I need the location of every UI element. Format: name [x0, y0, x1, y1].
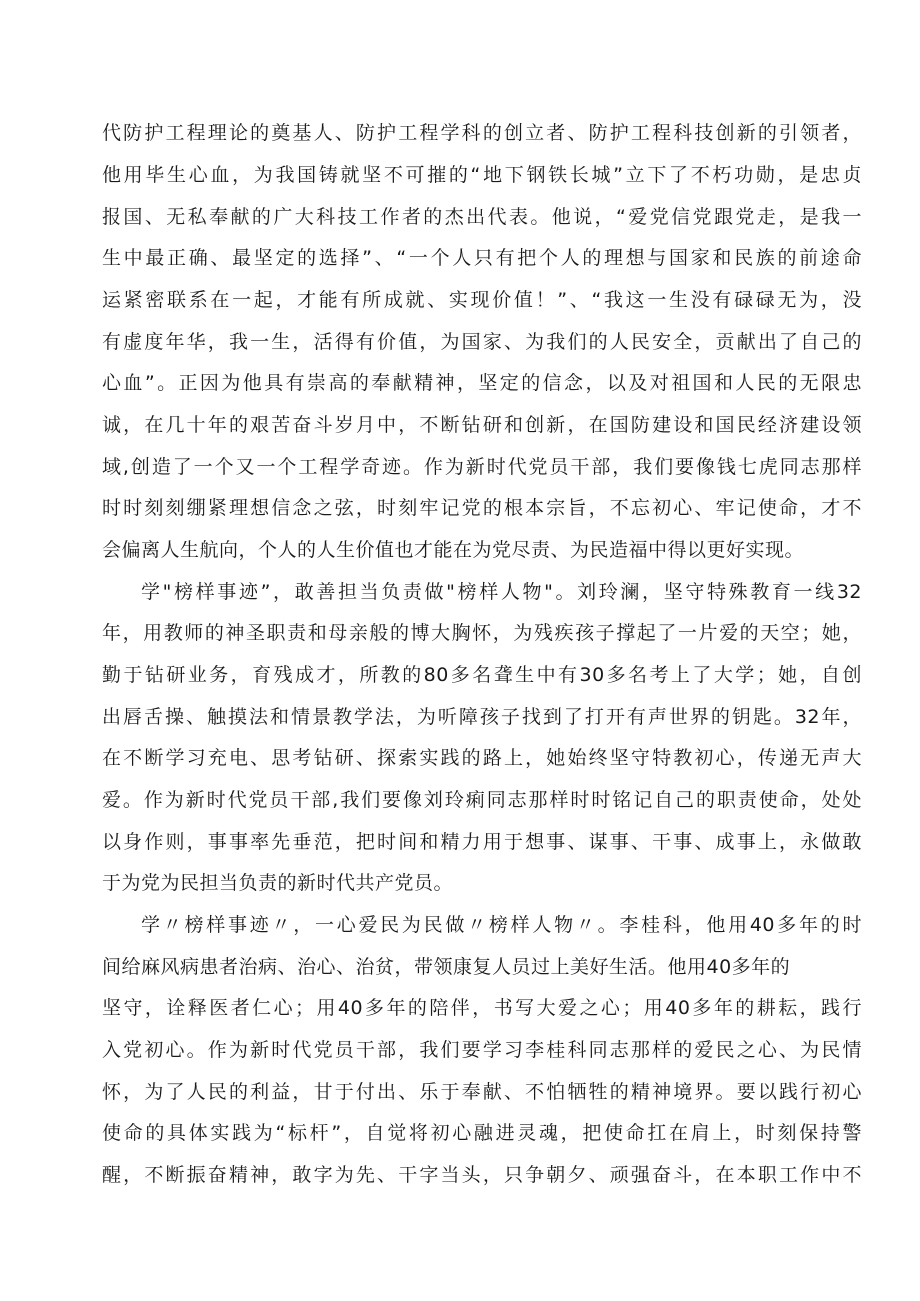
- text-line: 怀，为了人民的利益，甘于付出、乐于奉献、不怕牺牲的精神境界。要以践行初心: [102, 1081, 862, 1103]
- text-line: 有虚度年华，我一生，活得有价值，为国家、为我们的人民安全，贡献出了自己的: [102, 331, 862, 353]
- text-line: 于为党为民担当负责的新时代共产党员。: [102, 872, 454, 894]
- text-line: 代防护工程理论的奠基人、防护工程学科的创立者、防护工程科技创新的引领者，: [102, 122, 862, 144]
- text-line: 年，用教师的神圣职责和母亲般的博大胸怀，为残疾孩子撑起了一片爱的天空；她，: [102, 622, 862, 644]
- text-line: 间给麻风病患者治病、治心、治贫，带领康复人员过上美好生活。他用40多年的: [102, 956, 791, 978]
- text-line: 使命的具体实践为“标杆”，自觉将初心融进灵魂，把使命扛在肩上，时刻保持警: [102, 1122, 862, 1144]
- text-line: 报国、无私奉献的广大科技工作者的杰出代表。他说，“爱党信党跟党走，是我一: [102, 206, 862, 228]
- text-line: 坚守，诠释医者仁心；用40多年的陪伴，书写大爱之心；用40多年的耕耘，践行: [102, 997, 862, 1019]
- text-line: 以身作则，事事率先垂范，把时间和精力用于想事、谋事、干事、成事上，永做敢: [102, 831, 862, 853]
- text-line: 心血”。正因为他具有崇高的奉献精神，坚定的信念，以及对祖国和人民的无限忠: [102, 372, 862, 394]
- text-line: 生中最正确、最坚定的选择”、“一个人只有把个人的理想与国家和民族的前途命: [102, 247, 862, 269]
- text-line: 会偏离人生航向，个人的人生价值也才能在为党尽责、为民造福中得以更好实现。: [102, 539, 805, 561]
- text-line: 勤于钻研业务，育残成才，所教的80多名聋生中有30多名考上了大学；她，自创: [102, 664, 862, 686]
- text-line: 出唇舌操、触摸法和情景教学法，为听障孩子找到了打开有声世界的钥匙。32年，: [102, 706, 862, 728]
- paragraph-start-line: 学"榜样事迹”，敢善担当负责做"榜样人物"。刘玲澜，坚守特殊教育一线32: [141, 581, 862, 603]
- text-line: 爱。作为新时代党员干部,我们要像刘玲痢同志那样时时铭记自己的职责使命，处处: [102, 789, 862, 811]
- text-line: 在不断学习充电、思考钻研、探索实践的路上，她始终坚守特教初心，传递无声大: [102, 747, 862, 769]
- text-line: 时时刻刻绷紧理想信念之弦，时刻牢记党的根本宗旨，不忘初心、牢记使命，才不: [102, 497, 862, 519]
- text-line: 入党初心。作为新时代党员干部，我们要学习李桂科同志那样的爱民之心、为民情: [102, 1039, 862, 1061]
- paragraph-start-line: 学〃榜样事迹〃，一心爱民为民做〃榜样人物〃。李桂科，他用40多年的时: [141, 914, 862, 936]
- text-line: 运紧密联系在一起，才能有所成就、实现价值！”、“我这一生没有碌碌无为，没: [102, 289, 862, 311]
- text-line: 域,创造了一个又一个工程学奇迹。作为新时代党员干部，我们要像钱七虎同志那样: [102, 456, 862, 478]
- text-line: 他用毕生心血，为我国铸就坚不可摧的“地下钢铁长城”立下了不朽功勋，是忠贞: [102, 164, 862, 186]
- text-line: 醒，不断振奋精神，敢字为先、干字当头，只争朝夕、顽强奋斗，在本职工作中不: [102, 1164, 862, 1186]
- text-line: 诚，在几十年的艰苦奋斗岁月中，不断钻研和创新，在国防建设和国民经济建设领: [102, 414, 862, 436]
